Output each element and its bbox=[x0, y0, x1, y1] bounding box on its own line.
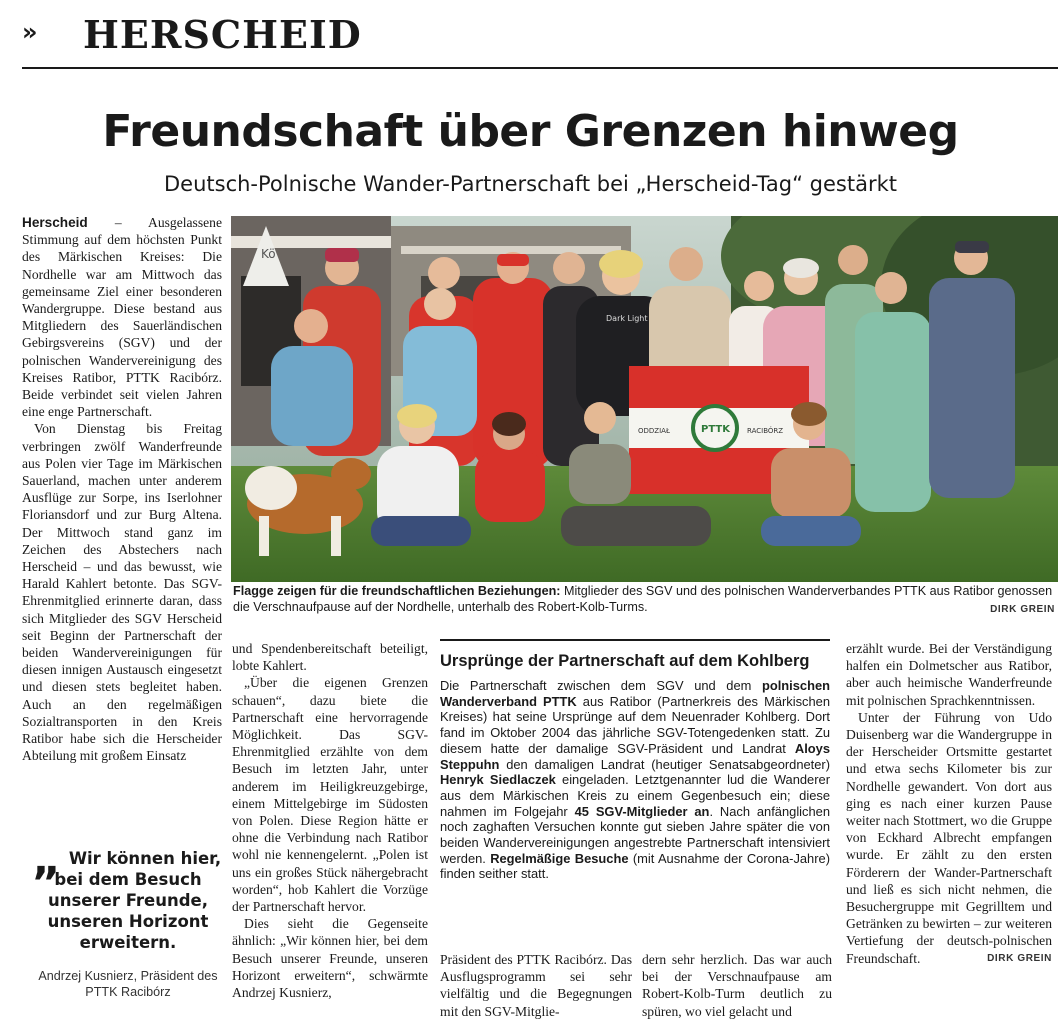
caption-text: Mitglieder des SGV und des polnischen Wanderverbandes PTTK aus Ratibor genossen die Verschnaufpause auf der Nordhelle, unterhalb des Robert-Kolb-Turms. bbox=[233, 584, 1053, 614]
paragraph: Präsident des PTTK Racibórz. Das Ausflugsprogramm sei sehr vielfältig und die Begegnungen mit den SGV-Mitglie- bbox=[440, 952, 632, 1019]
article-column-4 bbox=[642, 951, 832, 1020]
paragraph: dern sehr herzlich. Das war auch bei der Verschnaufpause am Robert-Kolb-Turm deutlich zu spüren, wo viel gelacht und bbox=[642, 952, 832, 1019]
umbrella-sign: Kö bbox=[261, 247, 276, 261]
pull-quote-author: Andrzej Kusnierz, Präsident des PTTK Racibórz bbox=[38, 969, 218, 999]
infobox-title: Ursprünge der Partnerschaft auf dem Kohlberg bbox=[440, 652, 810, 670]
header-rule bbox=[22, 67, 1058, 69]
subheadline: Deutsch-Polnische Wander-Partnerschaft bei „Herscheid-Tag“ gestärkt bbox=[164, 172, 897, 196]
flag-emblem: PTTK bbox=[701, 424, 730, 435]
paragraph: Von Dienstag bis Freitag verbringen zwölf Wanderfreunde aus Polen vier Tage im Märkischen Sauerland, machen unter anderem Ausflüge zur Sorpe, ins Iserlohner Floriansdorf und zur Burg Altena. Der Mittwoch stand ganz im Zeichen des Abstechers nach Herscheid – und das bewusst, wie Harald Kahlert betonte. Das SGV-Ehrenmitglied erinnerte daran, dass sich Mitglieder des SGV Herscheid seit Beginn der Partnerschaft der beiden Wandervereinigungen für diesen innigen Austausch eingesetzt und diesen stets begleitet haben. Auch an den regelmäßigen Sozialtransporten in den Kreis Ratibor habe sich die Herscheider Abteilung mit großem Einsatz bbox=[22, 421, 222, 764]
section-arrow-icon: » bbox=[22, 18, 38, 46]
paragraph: Dies sieht die Gegenseite ähnlich: „Wir können hier, bei dem Besuch unserer Freunde, unseren Horizont erweitern“, schwärmte Andrzej Kusnierz, bbox=[232, 916, 428, 1001]
photo-caption bbox=[233, 584, 1055, 617]
flag-text-left: ODDZIAŁ bbox=[638, 427, 670, 435]
shirt-print: Dark Light bbox=[606, 314, 648, 323]
group-photo bbox=[231, 216, 1058, 582]
headline: Freundschaft über Grenzen hinweg bbox=[102, 106, 959, 157]
paragraph: „Über die eigenen Grenzen schauen“, dazu biete die Partnerschaft eine hervorragende Möglichkeit. Das SGV-Ehrenmitglied erzählte von dem Besuch im letzten Jahr, unter anderem im Heiligkreuzgebirge, einem Mittelgebirge im Südosten von Polen. Diese Region hätte er ohne die Verbindung nach Ratibor wohl nie kennengelernt. „Polen ist uns ein großes Stück nähergebracht worden“, hob Kahlert die Vorzüge der Partnerschaft hervor. bbox=[232, 675, 428, 915]
pull-quote: Wir können hier, bei dem Besuch unserer Freunde, unseren Horizont erweitern. bbox=[47, 849, 222, 952]
article-column-5 bbox=[846, 640, 1052, 967]
author-credit: DIRK GREIN bbox=[987, 952, 1052, 964]
infobox-body: Die Partnerschaft zwischen dem SGV und dem polnischen Wanderverband PTTK aus Ratibor (Partnerkreis des Märkischen Kreises) hat seine Ursprünge auf dem Neuenrader Kohlberg. Dort fand im Oktober 2004 das jährliche SGV-Totengedenken statt. Zu diesem hatte der damalige SGV-Präsident und Landrat Aloys Steppuhn den damaligen Landrat (heutiger Senatsabgeordneter) Henryk Siedlaczek eingeladen. Letztgenannter lud die Wanderer aus dem Märkischen Kreis zu einem Gegenbesuch ein; diese nahmen im Folgejahr 45 SGV-Mitglieder an. Nach anfänglichen noch zaghaften Versuchen konnte gut sieben Jahre später die von beiden Wandervereinigungen angestrebte Partnerschaft intensiviert werden. Regelmäßige Besuche (mit Ausnahme der Corona-Jahre) finden seither statt. bbox=[440, 678, 830, 882]
dateline: Herscheid bbox=[22, 215, 88, 230]
article-column-2 bbox=[232, 640, 428, 1001]
article-column-1 bbox=[22, 214, 222, 765]
lead-paragraph: Herscheid – Ausgelassene Stimmung auf dem höchsten Punkt des Märkischen Kreises: Die Nordhelle war am Mittwoch das gemeinsame Ziel einer besonderen Wandergruppe. Diese bestand aus Mitgliedern des Sauerländischen Gebirgsvereins (SGV) und der polnischen Wandervereinigung des Kreises Ratibor, PTTK Racibórz. Beide verbindet seit vielen Jahren eine enge Partnerschaft. bbox=[22, 215, 222, 420]
infobox-rule bbox=[440, 639, 830, 641]
section-title: HERSCHEID bbox=[83, 12, 362, 57]
paragraph: und Spendenbereitschaft beteiligt, lobte Kahlert. bbox=[232, 641, 428, 674]
flag-text-right: RACIBÓRZ bbox=[747, 427, 784, 435]
photo-credit: DIRK GREIN bbox=[990, 603, 1055, 615]
quote-mark-icon: „ bbox=[32, 834, 61, 885]
article-column-3 bbox=[440, 951, 632, 1020]
caption-lead: Flagge zeigen für die freundschaftlichen Beziehungen: bbox=[233, 584, 561, 598]
paragraph: erzählt wurde. Bei der Verständigung halfen ein Dolmetscher aus Ratibor, aber auch heimische Wanderfreunde mit polnischen Sprachkenntnissen. bbox=[846, 641, 1052, 708]
paragraph: Unter der Führung von Udo Duisenberg war die Wandergruppe in der Herscheider Ortsmitte gestartet und etwa sechs Kilometer bis zur Nordhelle gewandert. Von dort aus ging es nach einer kurzen Pause weiter nach Stottmert, wo die Gruppe von Eckhard Albrecht empfangen wurde. Er zählt zu den ersten Förderern der Wander-Partnerschaft und ließ es sich nicht nehmen, die Besuchergruppe mit Gegrilltem und Getränken zu bewirten – zur weiteren Vertiefung der deutsch-polnischen Freundschaft. DIRK GREIN bbox=[846, 709, 1052, 966]
